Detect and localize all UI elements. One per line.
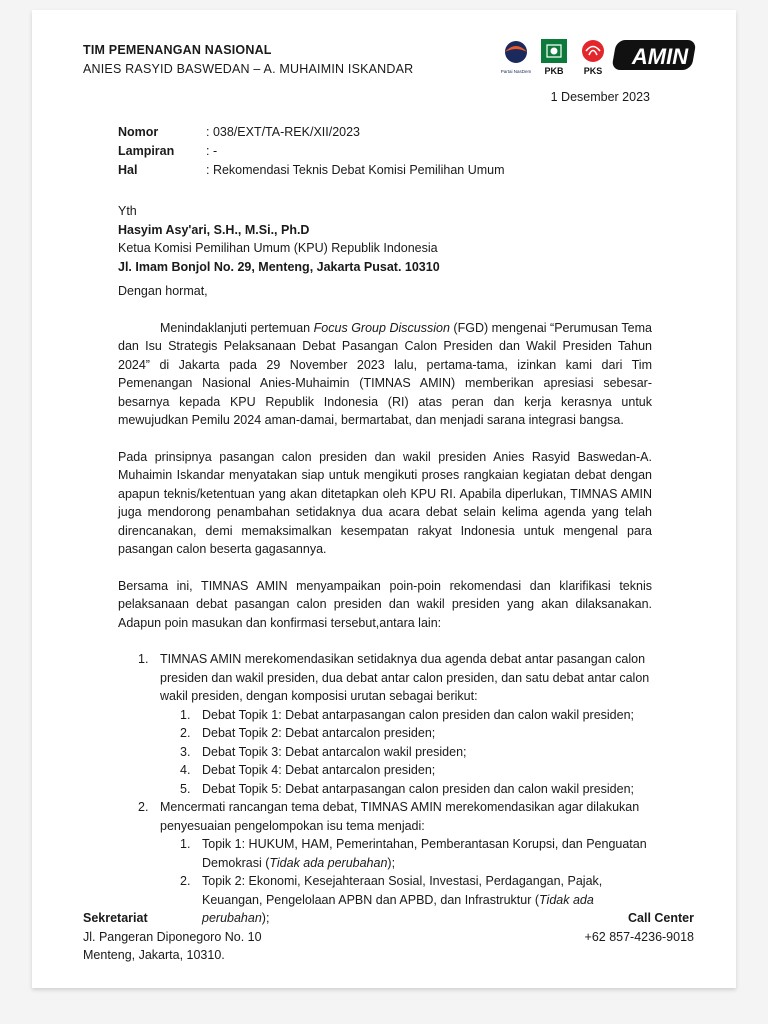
party-logos [500, 32, 732, 82]
org-subtitle: ANIES RASYID BASWEDAN – A. MUHAIMIN ISKANDAR [83, 62, 414, 76]
list-item: 1. Debat Topik 1: Debat antarpasangan calon presiden dan calon wakil presiden; [180, 707, 635, 722]
svg-text:PKS: PKS [583, 66, 603, 76]
list-item: 2. Topik 2: Ekonomi, Kesejahteraan Sosial, Investasi, Perdagangan, Pajak, Keuangan, Pengelolaan APBN dan APBD, dan Infrastruktur (Tidak ada perubahan); [180, 874, 603, 925]
letter-body [118, 282, 652, 928]
callcenter-phone: +62 857-4236-9018 [584, 929, 694, 944]
footer-secretariat [83, 909, 262, 965]
callcenter-label: Call Center [628, 911, 694, 925]
recommendation-list [118, 650, 652, 928]
list-item: 1. Topik 1: HUKUM, HAM, Pemerintahan, Pemberantasan Korupsi, dan Penguatan Demokrasi (Tidak ada perubahan); [180, 837, 647, 870]
pks-logo [582, 40, 604, 76]
svg-text:PKB: PKB [544, 66, 564, 76]
salutation: Dengan hormat, [118, 284, 208, 298]
list-item: 1. TIMNAS AMIN merekomendasikan setidaknya dua agenda debat antar pasangan calon presiden dan wakil presiden, dua debat antar calon presiden, dan satu debat antar calon wakil presiden, dengan komposisi urutan sebagai berikut: 1. Debat Topik 1: Debat antarpasangan calon presiden dan calon wakil presiden; 2. Debat Topik 2: Debat antarcalon presiden; 3. Debat Topik 3: Debat antarcalon wakil presiden; 4. Debat Topik 4: Debat antarcalon presiden; 5. Debat Topik 5: Debat antarpasangan calon presiden dan calon wakil presiden; [118, 650, 652, 798]
sub-list [180, 706, 652, 799]
paragraph-1: Menindaklanjuti pertemuan Focus Group Discussion (FGD) mengenai “Perumusan Tema dan Isu Strategis Pelaksanaan Debat Pasangan Calon Presiden dan Wakil Presiden Tahun 2024” di Jakarta pada 29 November 2023 lalu, pertama-tama, izinkan kami dari Tim Pemenangan Nasional Anies-Muhaimin (TIMNAS AMIN) memberikan apresiasi sebesar-besarnya kepada KPU Republik Indonesia (RI) atas peran dan kerja kerasnya untuk mewujudkan Pemilu 2024 aman-damai, bermartabat, dan menjadi sarana integrasi bangsa. [118, 320, 652, 427]
secretariat-address-2: Menteng, Jakarta, 10310. [83, 948, 225, 962]
secretariat-address-1: Jl. Pangeran Diponegoro No. 10 [83, 929, 262, 944]
hal-label: Hal [118, 163, 138, 177]
recipient-position: Ketua Komisi Pemilihan Umum (KPU) Republik Indonesia [118, 241, 438, 255]
yth-label: Yth [118, 204, 137, 218]
paragraph-3: Bersama ini, TIMNAS AMIN menyampaikan poin-poin rekomendasi dan klarifikasi teknis pelaksanaan debat pasangan calon presiden dan wakil presiden yang akan dilaksanakan. Adapun poin masukan dan konfirmasi tersebut,antara lain: [118, 578, 652, 630]
letter-date: 1 Desember 2023 [550, 90, 650, 104]
letter-page [32, 10, 736, 988]
org-title: TIM PEMENANGAN NASIONAL [83, 43, 272, 57]
amin-logo [611, 40, 696, 70]
list-item: 3. Debat Topik 3: Debat antarcalon wakil presiden; [180, 744, 467, 759]
pkb-logo [541, 39, 567, 76]
list-item: 5. Debat Topik 5: Debat antarpasangan calon presiden dan calon wakil presiden; [180, 781, 635, 796]
nasdem-logo [501, 41, 532, 74]
hal-value: : Rekomendasi Teknis Debat Komisi Pemilihan Umum [206, 163, 505, 177]
paragraph-2: Pada prinsipnya pasangan calon presiden dan wakil presiden Anies Rasyid Baswedan-A. Muhaimin Iskandar menyatakan siap untuk mengikuti proses rangkaian kegiatan debat dengan apapun teknis/ketentuan yang akan ditetapkan oleh KPU RI. Apabila diperlukan, TIMNAS AMIN juga mendorong penambahan setidaknya dua acara debat selain kelima agenda yang telah direncanakan, demi memaksimalkan kesempatan rakyat Indonesia untuk mengenal para pasangan calon beserta gagasannya. [118, 449, 652, 556]
nomor-value: : 038/EXT/TA-REK/XII/2023 [206, 125, 361, 139]
recipient-name: Hasyim Asy'ari, S.H., M.Si., Ph.D [118, 222, 310, 237]
secretariat-label: Sekretariat [83, 911, 148, 925]
lampiran-label: Lampiran [118, 144, 175, 158]
letter-meta [118, 123, 505, 180]
recipient-address: Jl. Imam Bonjol No. 29, Menteng, Jakarta Pusat. 10310 [118, 259, 440, 274]
svg-text:Partai NasDem: Partai NasDem [500, 69, 532, 74]
list-item: 4. Debat Topik 4: Debat antarcalon presiden; [180, 763, 436, 777]
list-item: 2. Mencermati rancangan tema debat, TIMNAS AMIN merekomendasikan agar dilakukan penyesuaian pengelompokan isu tema menjadi: 1. Topik 1: HUKUM, HAM, Pemerintahan, Pemberantasan Korupsi, dan Penguatan Demokrasi (Tidak ada perubahan); 2. Topik 2: Ekonomi, Kesejahteraan Sosial, Investasi, Perdagangan, Pajak, Keuangan, Pengelolaan APBN dan APBD, dan Infrastruktur (Tidak ada perubahan); [118, 798, 652, 928]
list-item: 2. Debat Topik 2: Debat antarcalon presiden; [180, 726, 436, 740]
svg-text:AMIN: AMIN [631, 44, 689, 69]
recipient-block [118, 202, 440, 276]
lampiran-value: : - [206, 144, 218, 158]
nomor-label: Nomor [118, 125, 159, 139]
footer-callcenter [585, 909, 694, 946]
